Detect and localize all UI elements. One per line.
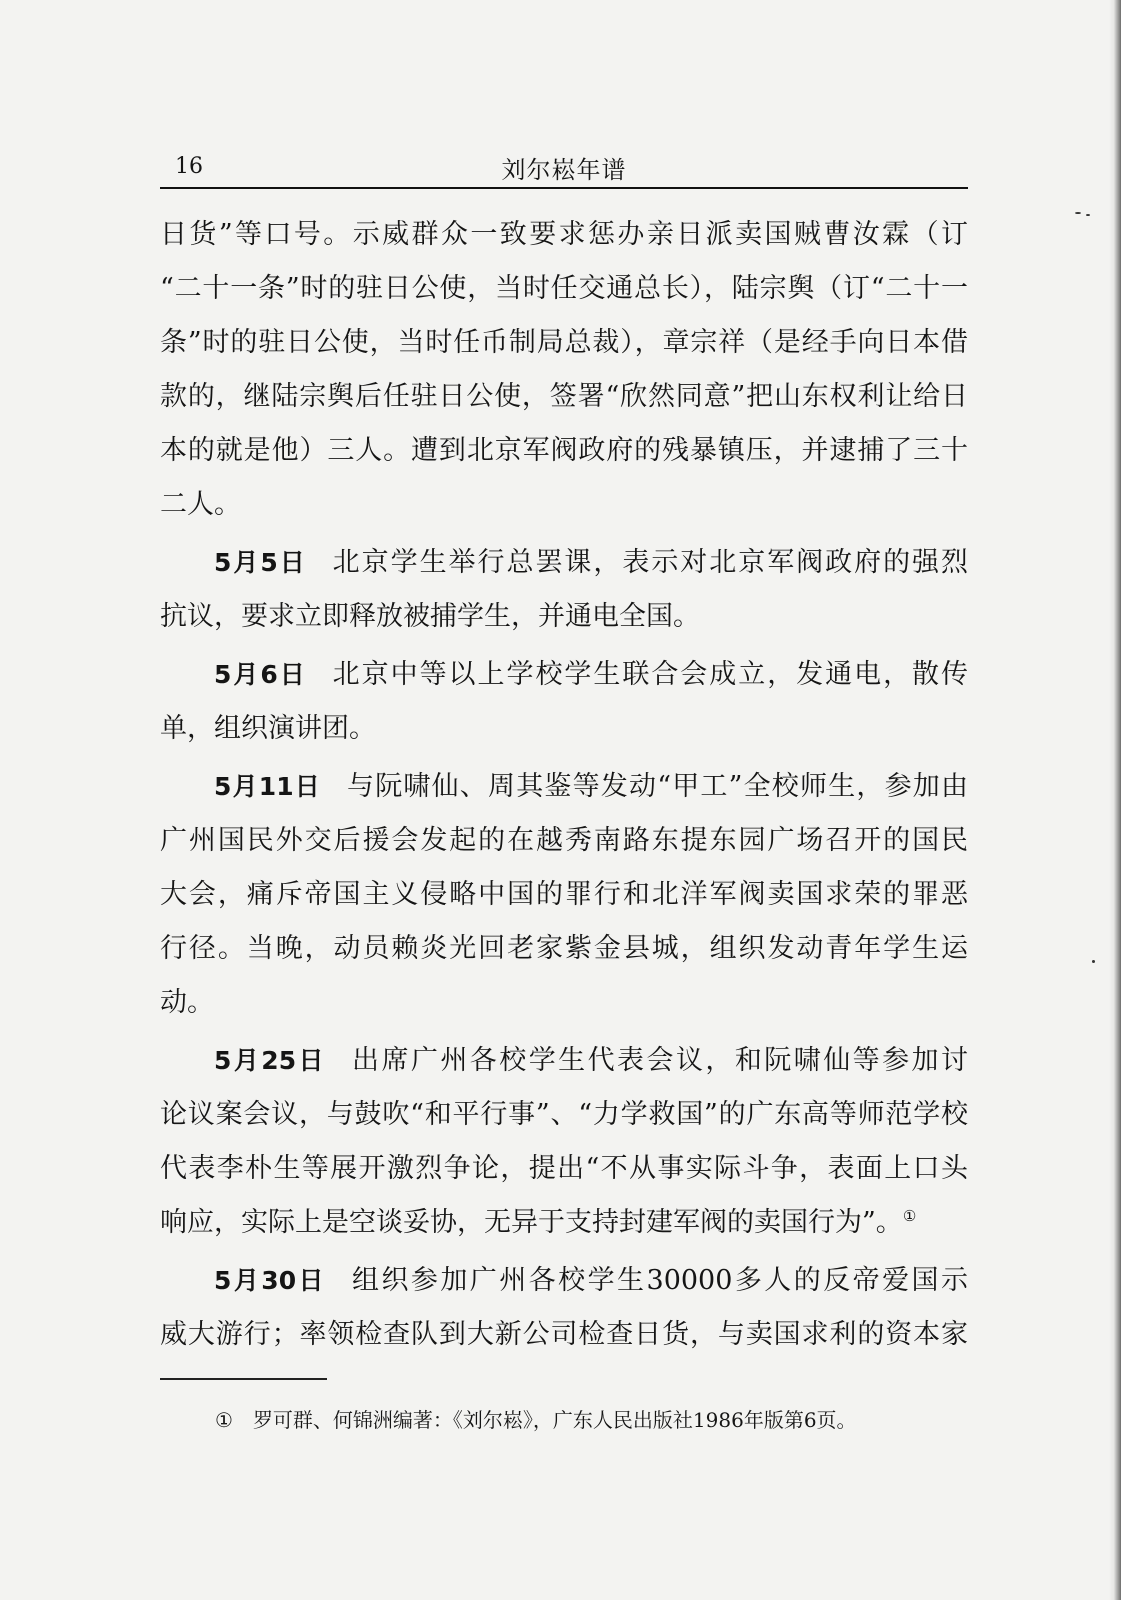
text-line: 代表李朴生等展开激烈争论，提出“不从事实际斗争，表面上口头: [160, 1153, 968, 1184]
entry-date: 5月30日: [214, 1266, 326, 1295]
chronology-entry: [160, 1034, 968, 1250]
text-line: 广州国民外交后援会发起的在越秀南路东提东园广场召开的国民: [160, 825, 968, 856]
entry-text: 北京中等以上学校学生联合会成立，发通电，散传: [332, 659, 968, 690]
entry-date: 5月25日: [214, 1046, 326, 1075]
entry-text: 北京学生举行总罢课，表示对北京军阀政府的强烈: [332, 547, 968, 578]
entry-text: 组织参加广州各校学生30000多人的反帝爱国示: [352, 1265, 968, 1296]
text-line: 款的，继陆宗舆后任驻日公使，签署“欣然同意”把山东权利让给日: [160, 381, 968, 412]
chronology-entry: [160, 536, 968, 644]
text-line: 日货”等口号。示威群众一致要求惩办亲日派卖国贼曹汝霖（订: [160, 219, 968, 250]
scan-speck: [1086, 214, 1090, 216]
entry-first-line: [160, 760, 968, 814]
entry-text: 响应，实际上是空谈妥协，无异于支持封建军阀的卖国行为”。: [160, 1207, 903, 1238]
chronology-entry: [160, 648, 968, 756]
body-text: [160, 208, 968, 1362]
text-line: 动。: [160, 987, 214, 1018]
footnote-reference[interactable]: ①: [902, 1207, 917, 1225]
text-line: “二十一条”时的驻日公使，当时任交通总长），陆宗舆（订“二十一: [160, 273, 968, 304]
entry-first-line: [160, 1034, 968, 1088]
text-line: 二人。: [160, 489, 241, 520]
scan-speck: [1092, 960, 1095, 963]
entry-first-line: [160, 536, 968, 590]
entry-text: 与阮啸仙、周其鉴等发动“甲工”全校师生，参加由: [347, 771, 968, 802]
entry-first-line: [160, 648, 968, 702]
entry-date: 5月11日: [214, 772, 321, 801]
running-title: 刘尔崧年谱: [501, 156, 627, 184]
footnote-rule: [160, 1378, 327, 1380]
chronology-entry: [160, 760, 968, 1030]
entry-date: 5月5日: [214, 548, 307, 577]
scan-edge-shadow: [1109, 0, 1121, 1600]
entry-first-line: [160, 1254, 968, 1308]
chronology-entry: [160, 1254, 968, 1362]
text-line: 威大游行；率领检查队到大新公司检查日货，与卖国求利的资本家: [160, 1319, 968, 1350]
footnote: [215, 1404, 857, 1433]
scan-speck: [1075, 212, 1081, 214]
text-line: 大会，痛斥帝国主义侵略中国的罪行和北洋军阀卖国求荣的罪恶: [160, 879, 968, 910]
entry-date: 5月6日: [214, 660, 307, 689]
page-header: [160, 146, 968, 186]
text-line: 本的就是他）三人。遭到北京军阀政府的残暴镇压，并逮捕了三十: [160, 435, 968, 466]
footnote-mark: ①: [215, 1408, 233, 1432]
text-line: 行径。当晚，动员赖炎光回老家紫金县城，组织发动青年学生运: [160, 933, 968, 964]
text-line: 论议案会议，与鼓吹“和平行事”、“力学救国”的广东高等师范学校: [160, 1099, 968, 1130]
text-line: 单，组织演讲团。: [160, 713, 376, 744]
text-line: 条”时的驻日公使，当时任币制局总裁），章宗祥（是经手向日本借: [160, 327, 968, 358]
text-line: [160, 1196, 968, 1250]
entry-text: 出席广州各校学生代表会议，和阮啸仙等参加讨: [352, 1045, 968, 1076]
footnote-text: 罗可群、何锦洲编著：《刘尔崧》，广东人民出版社1986年版第6页。: [252, 1408, 857, 1432]
page-number: 16: [175, 154, 203, 179]
header-rule: [160, 187, 968, 189]
text-line: 抗议，要求立即释放被捕学生，并通电全国。: [160, 601, 700, 632]
